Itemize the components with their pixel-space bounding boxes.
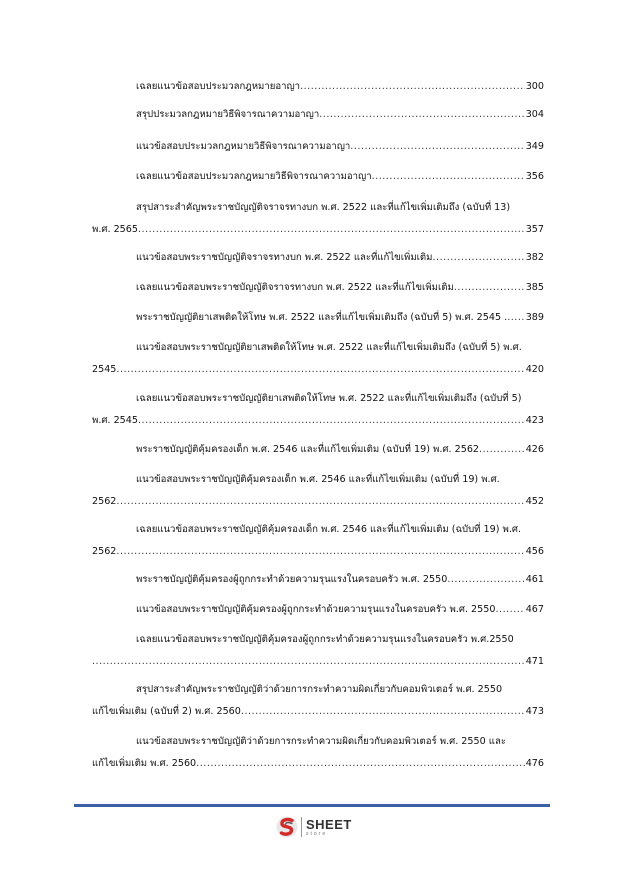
- toc-entry-title-continued: พ.ศ. 2545: [92, 415, 138, 426]
- toc-entry-title: เฉลยแนวข้อสอบประมวลกฎหมายวิธีพิจารณาความอาญา: [136, 171, 372, 182]
- toc-page-number: 426: [525, 444, 544, 455]
- toc-page-number: 385: [525, 282, 544, 293]
- toc-entry: [92, 392, 544, 428]
- toc-entry-title: สรุปสาระสำคัญพระราชบัญญัติจราจรทางบก พ.ศ. 2522 และที่แก้ไขเพิ่มเติมถึง (ฉบับที่ 13): [136, 202, 511, 213]
- toc-entry: [92, 443, 544, 457]
- toc-leader-dots: [319, 108, 524, 122]
- toc-entry-title-continued: 2562: [92, 546, 117, 557]
- toc-leader-dots: [372, 170, 525, 184]
- logo-separator: [301, 817, 302, 837]
- toc-entry: [92, 735, 544, 771]
- toc-entry-title: เฉลยแนวข้อสอบพระราชบัญญัติยาเสพติดให้โทษ พ.ศ. 2522 และที่แก้ไขเพิ่มเติมถึง (ฉบับที่ 5): [136, 393, 522, 404]
- toc-leader-dots: [507, 311, 525, 325]
- toc-entry: [92, 281, 544, 295]
- toc-entry-title-continued: 2562: [92, 496, 117, 507]
- toc-page-number: 420: [525, 364, 544, 375]
- toc-page-number: 357: [525, 224, 544, 235]
- toc-entry: [92, 201, 544, 237]
- toc-page-number: 389: [525, 312, 544, 323]
- toc-entry: [92, 108, 544, 122]
- toc-entry-title: เฉลยแนวข้อสอบพระราชบัญญัติจราจรทางบก พ.ศ. 2522 และที่แก้ไขเพิ่มเติม: [136, 282, 454, 293]
- logo-text: [306, 818, 352, 837]
- toc-entry-title: แนวข้อสอบพระราชบัญญัติคุ้มครองผู้ถูกกระทำด้วยความรุนแรงในครอบครัว พ.ศ. 2550: [136, 604, 496, 615]
- sheet-store-logo: [276, 815, 352, 839]
- toc-page-number: 349: [525, 141, 544, 152]
- toc-entry: [92, 251, 544, 265]
- toc-entry-title: สรุปประมวลกฎหมายวิธีพิจารณาความอาญา: [136, 109, 320, 120]
- toc-entry-title: พระราชบัญญัติคุ้มครองผู้ถูกกระทำด้วยความรุนแรงในครอบครัว พ.ศ. 2550: [136, 574, 448, 585]
- toc-entry: [92, 573, 544, 587]
- toc-entry: [92, 311, 544, 325]
- toc-page-number: 423: [525, 415, 544, 426]
- toc-leader-dots: [116, 363, 524, 377]
- toc-entry: [92, 140, 544, 154]
- toc-leader-dots: [479, 443, 525, 457]
- toc-leader-dots: [300, 80, 525, 94]
- toc-entry: [92, 633, 544, 669]
- toc-entry-title-continued: พ.ศ. 2565: [92, 224, 138, 235]
- toc-leader-dots: [116, 495, 524, 509]
- footer-divider: [74, 804, 550, 807]
- toc-entry-title: พระราชบัญญัติยาเสพติดให้โทษ พ.ศ. 2522 และที่แก้ไขเพิ่มเติมถึง (ฉบับที่ 5) พ.ศ. 2545 .: [136, 312, 508, 323]
- toc-page-number: 452: [525, 496, 544, 507]
- toc-page-number: 476: [525, 758, 544, 769]
- toc-page-number: 473: [525, 706, 544, 717]
- toc-entry-title: แนวข้อสอบพระราชบัญญัติยาเสพติดให้โทษ พ.ศ. 2522 และที่แก้ไขเพิ่มเติมถึง (ฉบับที่ 5) พ.ศ.: [136, 342, 522, 353]
- toc-page-number: 382: [525, 252, 544, 263]
- toc-page-number: 461: [525, 574, 544, 585]
- toc-entry-title-continued: 2545: [92, 364, 117, 375]
- toc-page-number: 300: [525, 81, 544, 92]
- sheet-store-s-logo-icon: [276, 815, 298, 839]
- toc-page-number: 304: [525, 109, 544, 120]
- toc-leader-dots: [241, 705, 525, 719]
- toc-page-number: 467: [525, 604, 544, 615]
- toc-entry: [92, 603, 544, 617]
- toc-leader-dots: [196, 757, 525, 771]
- toc-entry-title: เฉลยแนวข้อสอบพระราชบัญญัติคุ้มครองผู้ถูกกระทำด้วยความรุนแรงในครอบครัว พ.ศ.2550: [136, 634, 514, 645]
- toc-entry-title: เฉลยแนวข้อสอบประมวลกฎหมายอาญา: [136, 81, 301, 92]
- logo-word: SHEET: [306, 816, 352, 832]
- toc-entry-title-continued: แก้ไขเพิ่มเติม พ.ศ. 2560: [92, 758, 197, 769]
- toc-entry-title: แนวข้อสอบประมวลกฎหมายวิธีพิจารณาความอาญา: [136, 141, 351, 152]
- toc-page-number: 456: [525, 546, 544, 557]
- toc-page-number: 471: [525, 656, 544, 667]
- toc-entry-title: พระราชบัญญัติคุ้มครองเด็ก พ.ศ. 2546 และที่แก้ไขเพิ่มเติม (ฉบับที่ 19) พ.ศ. 2562: [136, 444, 480, 455]
- toc-leader-dots: [454, 281, 525, 295]
- toc-entry: [92, 683, 544, 719]
- toc-leader-dots: [92, 655, 525, 669]
- toc-entry: [92, 170, 544, 184]
- toc-entry: [92, 80, 544, 94]
- toc-leader-dots: [116, 545, 524, 559]
- toc-page-number: 356: [525, 171, 544, 182]
- toc-leader-dots: [138, 223, 525, 237]
- toc-entry-title: แนวข้อสอบพระราชบัญญัติคุ้มครองเด็ก พ.ศ. 2546 และที่แก้ไขเพิ่มเติม (ฉบับที่ 19) พ.ศ.: [136, 474, 500, 485]
- toc-entry-title: แนวข้อสอบพระราชบัญญัติจราจรทางบก พ.ศ. 2522 และที่แก้ไขเพิ่มเติม: [136, 252, 433, 263]
- toc-leader-dots: [433, 251, 525, 265]
- toc-entry-title: สรุปสาระสำคัญพระราชบัญญัติว่าด้วยการกระทำความผิดเกี่ยวกับคอมพิวเตอร์ พ.ศ. 2550: [136, 684, 503, 695]
- toc-entry-title: แนวข้อสอบพระราชบัญญัติว่าด้วยการกระทำความผิดเกี่ยวกับคอมพิวเตอร์ พ.ศ. 2550 และ: [136, 736, 506, 747]
- toc-leader-dots: [447, 573, 524, 587]
- toc-entry: [92, 341, 544, 377]
- logo-subtitle: store: [306, 830, 328, 837]
- toc-entry: [92, 523, 544, 559]
- toc-leader-dots: [495, 603, 524, 617]
- toc-leader-dots: [350, 140, 524, 154]
- toc-entry-title-continued: แก้ไขเพิ่มเติม (ฉบับที่ 2) พ.ศ. 2560: [92, 706, 241, 717]
- toc-entry-title: เฉลยแนวข้อสอบพระราชบัญญัติคุ้มครองเด็ก พ.ศ. 2546 และที่แก้ไขเพิ่มเติม (ฉบับที่ 19) พ.ศ.: [136, 524, 522, 535]
- toc-entry: [92, 473, 544, 509]
- toc-leader-dots: [138, 414, 525, 428]
